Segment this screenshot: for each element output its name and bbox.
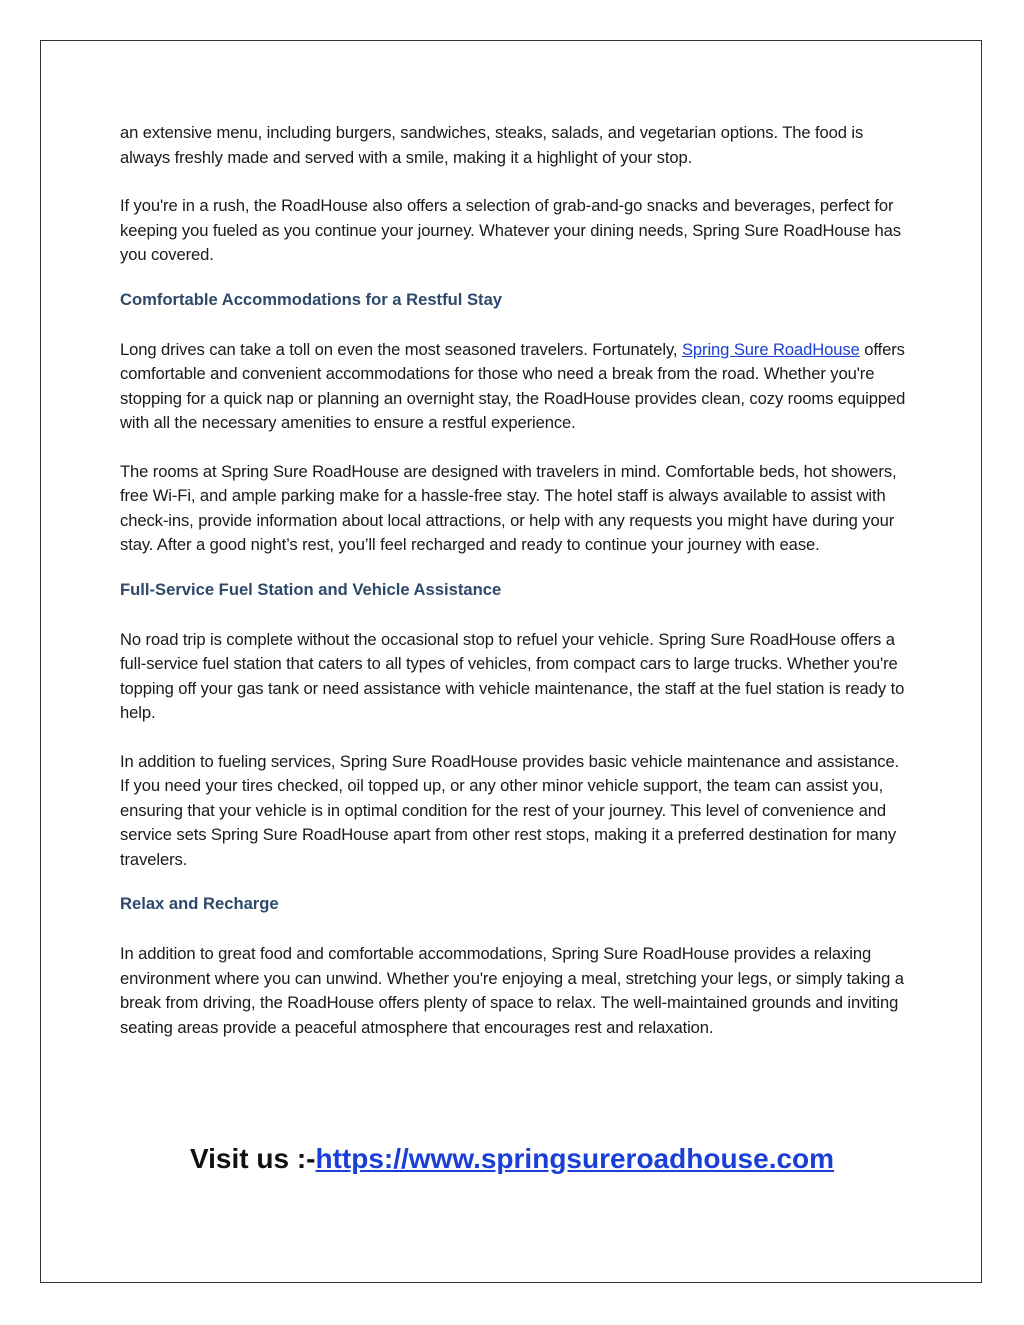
paragraph-refuel: No road trip is complete without the occasional stop to refuel your vehicle. Spring Sure RoadHouse offers a full-service fuel station that caters to all types of vehicles, from compact cars to large trucks. Whether you're topping off your gas tank or need assistance with vehicle maintenance, the staff at the fuel station is ready to help.	[120, 629, 905, 722]
heading-fuel-station: Full-Service Fuel Station and Vehicle Assistance	[120, 579, 502, 599]
heading-relax: Relax and Recharge	[120, 894, 279, 913]
spring-sure-roadhouse-link[interactable]: Spring Sure RoadHouse	[681, 339, 860, 359]
paragraph-grab-and-go: If you're in a rush, the RoadHouse also offers a selection of grab-and-go snacks and beverages, perfect for keeping you fueled as you continue your journey. Whatever your dining needs, Spring Sure RoadHouse has you covered.	[120, 196, 901, 264]
paragraph-rooms: The rooms at Spring Sure RoadHouse are designed with travelers in mind. Comfortable beds, hot showers, free Wi-Fi, and ample parking make for a hassle-free stay. The hotel staff is always available to assist with check-ins, provide information about local attractions, or help with any requests you might have during your stay. After a good night’s rest, you’ll feel recharged and ready to continue your journey with ease.	[120, 461, 897, 554]
paragraph-long-drives	[120, 338, 910, 436]
paragraph-relax: In addition to great food and comfortable accommodations, Spring Sure RoadHouse provides a relaxing environment where you can unwind. Whether you're enjoying a meal, stretching your legs, or simply taking a break from driving, the RoadHouse offers plenty of space to relax. The well-maintained grounds and inviting seating areas provide a peaceful atmosphere that encourages rest and relaxation.	[120, 944, 904, 1037]
visit-us-line	[0, 1140, 1024, 1178]
document-body	[120, 121, 910, 1040]
paragraph-maintenance: In addition to fueling services, Spring Sure RoadHouse provides basic vehicle maintenance and assistance. If you need your tires checked, oil topped up, or any other minor vehicle support, the team can assist you, ensuring that your vehicle is in optimal condition for the rest of your journey. This level of convenience and service sets Spring Sure RoadHouse apart from other rest stops, making it a preferred destination for many travelers.	[120, 751, 900, 869]
visit-us-label: Visit us :-	[189, 1143, 316, 1174]
section-fuel-header	[120, 578, 910, 602]
paragraph-menu: an extensive menu, including burgers, sandwiches, steaks, salads, and vegetarian options. The food is always freshly made and served with a smile, making it a highlight of your stop.	[120, 123, 864, 167]
paragraph-long-drives-text-end: offers comfortable and convenient accommodations for those who need a break from the road. Whether you're stopping for a quick nap or planning an overnight stay, the RoadHouse provides clean, cozy rooms equipped with all the necessary amenities to ensure a restful experience.	[120, 339, 906, 432]
section-relax-header	[120, 892, 910, 916]
website-link[interactable]: https://www.springsureroadhouse.com	[315, 1143, 835, 1174]
heading-accommodations: Comfortable Accommodations for a Restful Stay	[120, 289, 503, 309]
paragraph-long-drives-text-start: Long drives can take a toll on even the most seasoned travelers. Fortunately,	[120, 339, 682, 359]
section-accommodations-header	[120, 288, 910, 312]
